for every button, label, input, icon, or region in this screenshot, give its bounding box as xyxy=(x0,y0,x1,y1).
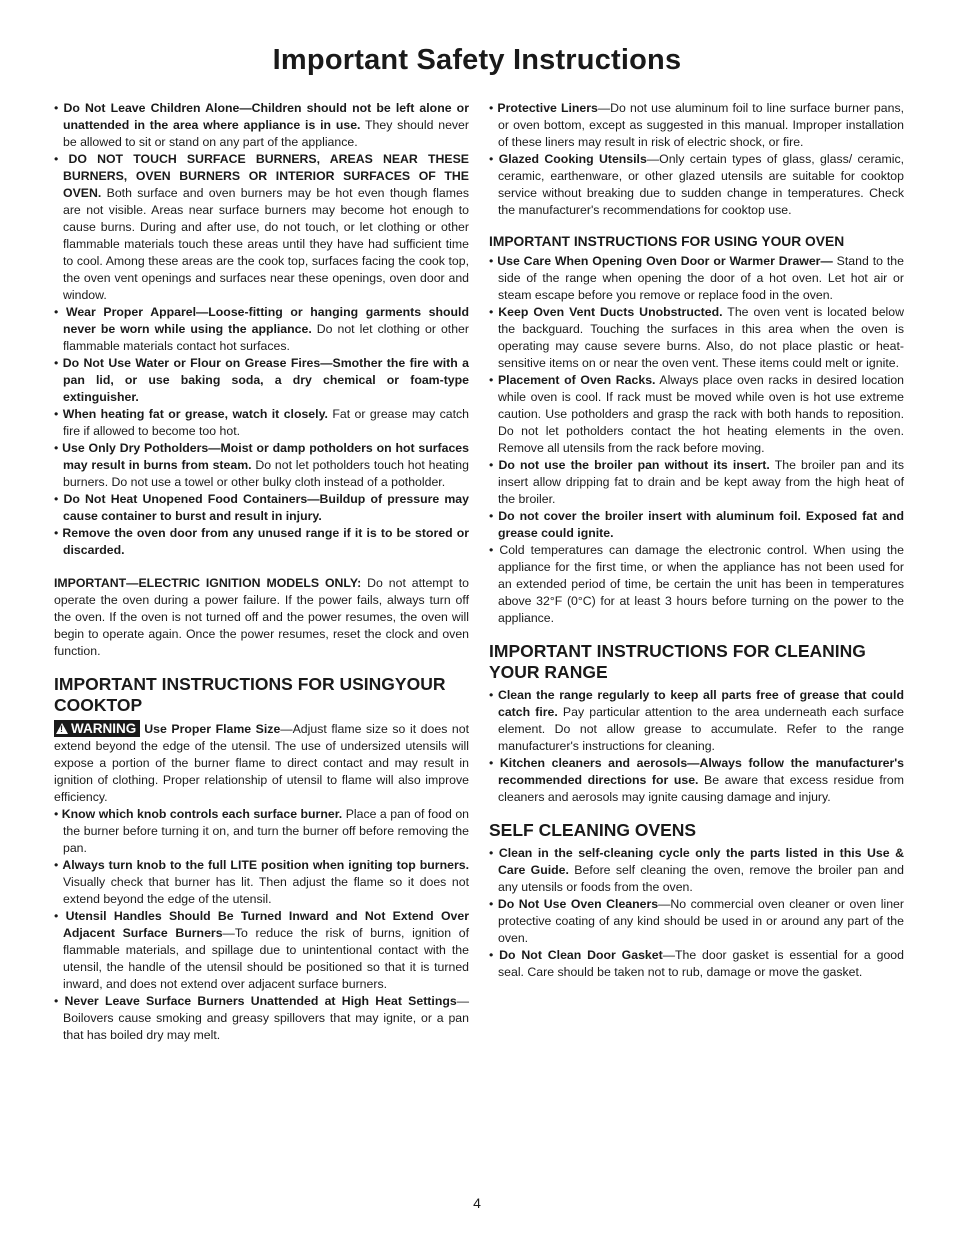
list-item: • Protective Liners—Do not use aluminum foil to line surface burner pans, or oven bottom, except as suggested in this manual. Improper installation of these liners may result in risk of electric shock, or fire. xyxy=(489,100,904,151)
cleaning-heading: IMPORTANT INSTRUCTIONS FOR CLEANING YOUR RANGE xyxy=(489,641,866,682)
list-item: • Know which knob controls each surface burner. Place a pan of food on the burner before turning it on, and turn the burner off before removing the pan. xyxy=(54,806,469,857)
list-item: • Utensil Handles Should Be Turned Inward and Not Extend Over Adjacent Surface Burners—To reduce the risk of burns, ignition of flammable materials, and spillage due to unintentional contact with the utensil, the handle of the utensil should be positioned so that it is turned inward, and does not extend over adjacent surface burners. xyxy=(54,908,469,993)
list-item: • Always turn knob to the full LITE position when igniting top burners. Visually check that burner has lit. Then adjust the flame so it does not extend beyond the edge of the utensil. xyxy=(54,857,469,908)
list-item: • Remove the oven door from any unused range if it is to be stored or discarded. xyxy=(54,525,469,559)
general-safety-list xyxy=(54,100,469,559)
warning-triangle-icon xyxy=(56,723,68,734)
list-item: • Cold temperatures can damage the electronic control. When using the appliance for the first time, or when the appliance has not been used for an extended period of time, be certain the unit has been in temperatures above 32°F (0°C) for at least 3 hours before turning on the power to the appliance. xyxy=(489,542,904,627)
cooktop-list xyxy=(54,806,469,1044)
list-item: • Use Only Dry Potholders—Moist or damp potholders on hot surfaces may result in burns from steam. Do not let potholders touch hot heating burners. Do not use a towel or other bulky cloth instead of a potholder. xyxy=(54,440,469,491)
list-item: • Do Not Use Water or Flour on Grease Fires—Smother the fire with a pan lid, or use baking soda, a dry chemical or foam-type extinguisher. xyxy=(54,355,469,406)
list-item: • Placement of Oven Racks. Always place oven racks in desired location while oven is cool. If rack must be moved while oven is hot use extreme caution. Use potholders and grasp the rack with both hands to reposition. Do not let potholders contact the hot heating elements in the oven. Remove all utensils from the rack before moving. xyxy=(489,372,904,457)
list-item: • Use Care When Opening Oven Door or Warmer Drawer— Stand to the side of the range when opening the door of a hot oven. Let hot air or steam escape before you remove or replace food in the oven. xyxy=(489,253,904,304)
list-item: • Do not cover the broiler insert with aluminum foil. Exposed fat and grease could ignite. xyxy=(489,508,904,542)
list-item: • Keep Oven Vent Ducts Unobstructed. The oven vent is located below the backguard. Touching the surfaces in this area when the oven is operating may cause severe burns. Also, do not place plastic or heat-sensitive items on or near the oven vent. These items could melt or ignite. xyxy=(489,304,904,372)
electric-ignition-note: IMPORTANT—ELECTRIC IGNITION MODELS ONLY: Do not attempt to operate the oven during a power failure. If the power fails, always turn off the oven. If the oven is not turned off and the power resumes, the oven will begin to operate again. Once the power resumes, reset the clock and oven function. xyxy=(54,576,469,658)
page-number: 4 xyxy=(473,1195,481,1211)
list-item: • Clean the range regularly to keep all parts free of grease that could catch fire. Pay particular attention to the area underneath each surface element. Do not allow grease to accumulate. Refer to the range manufacturer's instructions for cleaning. xyxy=(489,687,904,755)
warning-badge: !WARNING xyxy=(54,720,140,737)
list-item: • When heating fat or grease, watch it closely. Fat or grease may catch fire if allowed to become too hot. xyxy=(54,406,469,440)
liners-utensils-list xyxy=(489,100,904,219)
left-column xyxy=(54,100,469,1044)
right-column xyxy=(489,100,904,981)
list-item: • Glazed Cooking Utensils—Only certain types of glass, glass/ ceramic, ceramic, earthenware, or other glazed utensils are suitable for cooktop service without breaking due to sudden change in temperatures. Check the manufacturer's recommendations for cooktop use. xyxy=(489,151,904,219)
oven-list xyxy=(489,253,904,627)
list-item: • DO NOT TOUCH SURFACE BURNERS, AREAS NEAR THESE BURNERS, OVEN BURNERS OR INTERIOR SURFACES OF THE OVEN. Both surface and oven burners may be hot even though flames are not visible. Areas near surface burners may become hot enough to cause burns. During and after use, do not touch, or let clothing or other flammable materials touch these areas until they have had sufficient time to cool. Among these areas are the cook top, surfaces facing the cook top, the oven vent openings and surfaces near these openings, oven door and window. xyxy=(54,151,469,304)
self-cleaning-heading: SELF CLEANING OVENS xyxy=(489,820,697,840)
list-item: • Clean in the self-cleaning cycle only the parts listed in this Use & Care Guide. Before self cleaning the oven, remove the broiler pan and any utensils or foods from the oven. xyxy=(489,845,904,896)
list-item: • Do Not Heat Unopened Food Containers—Buildup of pressure may cause container to burst and result in injury. xyxy=(54,491,469,525)
self-cleaning-list xyxy=(489,845,904,981)
page-title: Important Safety Instructions xyxy=(272,44,682,76)
cleaning-list xyxy=(489,687,904,806)
list-item: • Do Not Use Oven Cleaners—No commercial oven cleaner or oven liner protective coating of any kind should be used in or around any part of the oven. xyxy=(489,896,904,947)
list-item: • Do Not Leave Children Alone—Children should not be left alone or unattended in the area where appliance is in use. They should never be allowed to sit or stand on any part of the appliance. xyxy=(54,100,469,151)
list-item: • Do Not Clean Door Gasket—The door gasket is essential for a good seal. Care should be taken not to rub, damage or move the gasket. xyxy=(489,947,904,981)
list-item: • Wear Proper Apparel—Loose-fitting or hanging garments should never be worn while using the appliance. Do not let clothing or other flammable materials contact hot surfaces. xyxy=(54,304,469,355)
cooktop-heading: IMPORTANT INSTRUCTIONS FOR USINGYOUR COOKTOP xyxy=(54,674,446,715)
list-item: • Do not use the broiler pan without its insert. The broiler pan and its insert allow dripping fat to drain and be kept away from the high heat of the broiler. xyxy=(489,457,904,508)
oven-heading: IMPORTANT INSTRUCTIONS FOR USING YOUR OVEN xyxy=(489,234,845,249)
list-item: • Kitchen cleaners and aerosols—Always follow the manufacturer's recommended directions for use. Be aware that excess residue from cleaners and aerosols may ignite causing damage and injury. xyxy=(489,755,904,806)
flame-size-warning: !WARNING Use Proper Flame Size—Adjust flame size so it does not extend beyond the edge of the utensil. The use of undersized utensils will expose a portion of the burner flame to direct contact and may result in ignition of clothing. Proper relationship of utensil to flame will also improve efficiency. xyxy=(54,720,469,806)
list-item: • Never Leave Surface Burners Unattended at High Heat Settings—Boilovers cause smoking and greasy spillovers that may ignite, or a pan that has boiled dry may melt. xyxy=(54,993,469,1044)
